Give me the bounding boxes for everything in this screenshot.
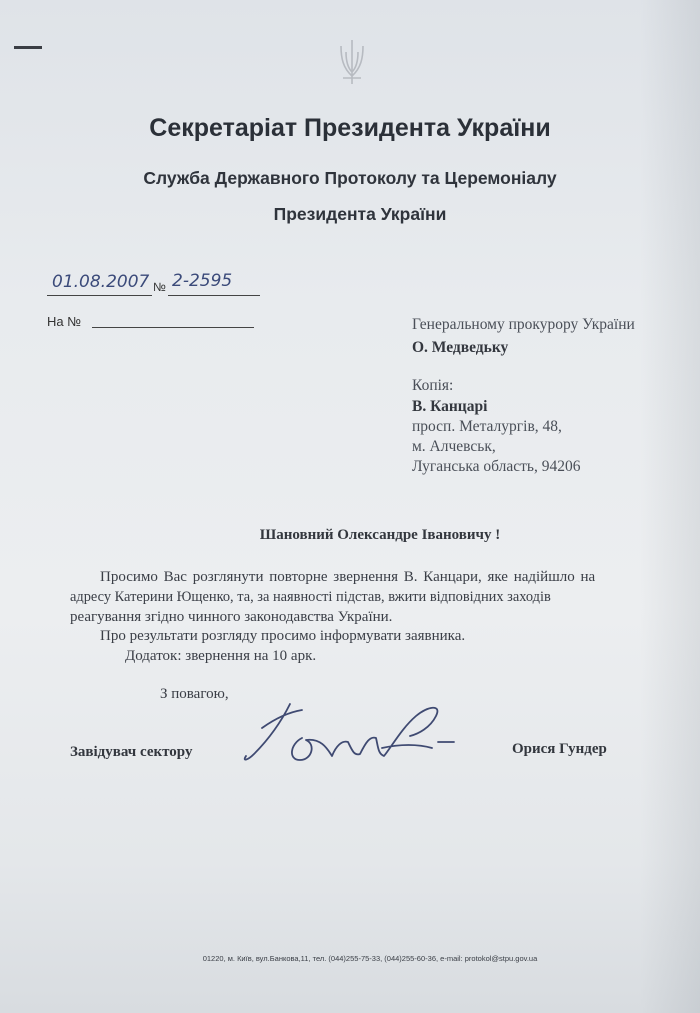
reference-label: На № [47,314,82,329]
copy-label: Копія: [412,377,454,394]
footer-contacts: 01220, м. Київ, вул.Банкова,11, тел. (044)255-75-33, (044)255-60-36, e-mail: protokol@stpu.gov.ua [202,954,538,963]
org-title: Секретаріат Президента України [149,114,551,142]
outgoing-number: 2-2595 [172,271,233,291]
trident-icon [337,38,367,86]
number-underline [168,295,260,296]
outgoing-date: 01.08.2007 [52,272,150,292]
recipient-name: О. Медведьку [412,339,509,356]
date-underline [47,295,152,296]
org-subtitle-line2: Президента України [273,204,447,224]
signatory-name: Орися Гундер [512,741,607,757]
closing-phrase: З повагою, [160,686,229,702]
copy-city: м. Алчевськ, [412,438,496,455]
handwritten-signature [232,698,472,778]
reference-underline [92,327,254,328]
corner-mark [14,46,42,49]
signatory-title: Завідувач сектору [70,744,193,760]
org-subtitle-line1: Служба Державного Протоколу та Церемоніалу [143,168,557,188]
page-shadow [640,0,700,1013]
copy-name: В. Канцарі [412,398,488,415]
body-line-1: Просимо Вас розглянути повторне звернення В. Канцари, яке надійшло на [100,569,596,585]
body-line-3: реагування згідно чинного законодавства України. [70,609,393,625]
salutation: Шановний Олександре Івановичу ! [259,527,501,543]
body-line-4: Про результати розгляду просимо інформувати заявника. [100,628,466,644]
copy-region: Луганська область, 94206 [412,458,581,475]
recipient-position: Генеральному прокурору України [412,316,635,333]
copy-street: просп. Металургів, 48, [412,418,562,435]
body-line-2: адресу Катерини Ющенко, та, за наявності підстав, вжити відповідних заходів [70,589,551,605]
attachment-line: Додаток: звернення на 10 арк. [125,648,317,664]
number-label: № [153,280,166,294]
